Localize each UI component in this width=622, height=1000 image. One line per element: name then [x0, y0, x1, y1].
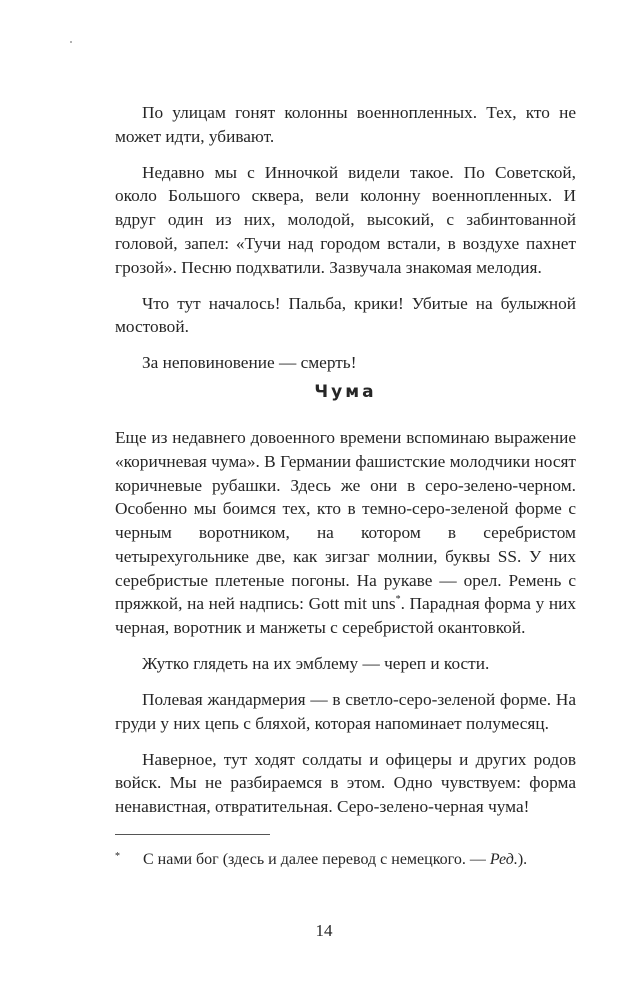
footnote-mark: *: [115, 851, 120, 862]
paper-speck: [70, 41, 72, 43]
footnote-divider: [115, 834, 270, 835]
footnote-text: [115, 849, 576, 871]
paragraph-text: . Парадная форма у них черная, воротник и манжеты с серебристой окантовкой.: [115, 594, 576, 637]
paragraph: Жутко глядеть на их эмблему — череп и кости.: [142, 653, 490, 673]
footnote: [115, 849, 576, 871]
paragraph: Полевая жандармерия — в светло-серо-зеленой форме. На груди у них цепь с бляхой, которая напоминает полумесяц.: [115, 689, 576, 733]
footnote-editor: Ред.: [489, 851, 518, 868]
paragraph: Недавно мы с Инночкой видели такое. По Советской, около Большого сквера, вели колонну военнопленных. И вдруг один из них, молодой, высокий, с забинтованной головой, запел: «Тучи над городом встали, в воздухе пахнет грозой». Песню подхватили. Зазвучала знакомая мелодия.: [115, 162, 576, 277]
text-section-2: [115, 426, 576, 819]
text-section-1: [115, 101, 576, 375]
paragraph: Что тут началось! Пальба, крики! Убитые на булыжной мостовой.: [115, 293, 576, 337]
footnote-body: С нами бог (здесь и далее перевод с немецкого. —: [143, 851, 490, 868]
footnote-reference[interactable]: *: [395, 594, 401, 606]
page-number: 14: [315, 921, 333, 940]
paragraph-text: Еще из недавнего довоенного времени вспоминаю выражение «коричневая чума». В Германии фашистские молодчики носят коричневые рубашки. Здесь же они в серо-зелено-черном. Особенно мы боимся тех, кто в темно-серо-зеленой форме с черным воротником, на котором в серебристом четырехугольнике две, как зигзаг молнии, буквы SS. У них серебристые плетеные погоны. На рукаве — орел. Ремень с пряжкой, на ней надпись: Gott mit uns: [115, 428, 576, 614]
paragraph: [115, 426, 576, 640]
paragraph: За неповиновение — смерть!: [142, 353, 357, 373]
paragraph: По улицам гонят колонны военнопленных. Тех, кто не может идти, убивают.: [115, 103, 576, 146]
paragraph: Наверное, тут ходят солдаты и офицеры и других родов войск. Мы не разбираемся в этом. Одно чувствуем: форма ненавистная, отвратительная. Серо-зелено-черная чума!: [115, 749, 576, 817]
chapter-heading: Чума: [314, 382, 377, 402]
footnote-end: ).: [517, 851, 528, 868]
